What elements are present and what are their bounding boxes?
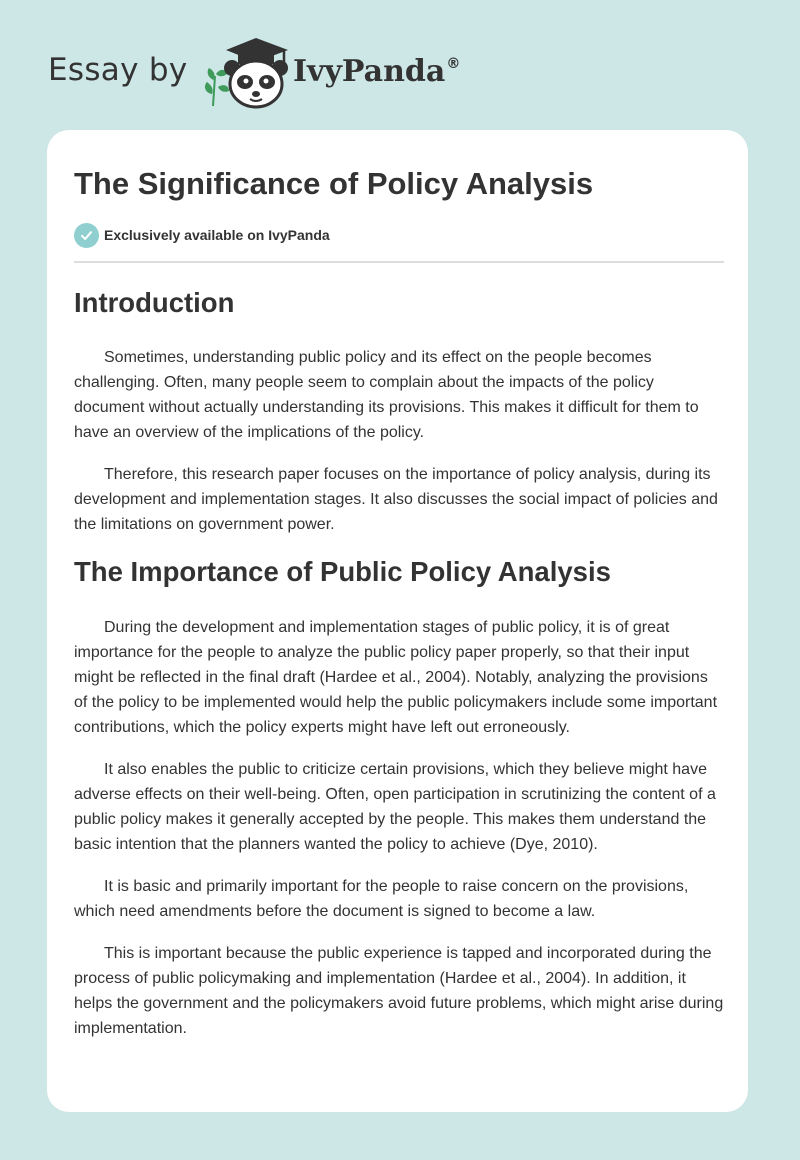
ivypanda-logo-icon[interactable] — [200, 34, 296, 110]
paragraph: Therefore, this research paper focuses on the importance of policy analysis, during its development and implementation stages. It also discusses the social impact of policies and the limitations on government power. — [74, 466, 718, 533]
checkmark-icon — [74, 223, 99, 248]
essay-title: The Significance of Policy Analysis — [74, 166, 594, 201]
section-heading-importance: The Importance of Public Policy Analysis — [74, 556, 611, 587]
paragraph: This is important because the public experience is tapped and incorporated during the process of public policymaking and implementation (Hardee et al., 2004). In addition, it helps the government and the policymakers avoid future problems, which might arise during implementation. — [74, 945, 724, 1037]
paragraph: It also enables the public to criticize certain provisions, which they believe might have adverse effects on their well-being. Often, open participation in scrutinizing the content of a public policy makes it generally accepted by the people. This makes them understand the basic intention that the planners wanted the policy to achieve (Dye, 2010). — [74, 761, 716, 853]
section-heading-introduction: Introduction — [74, 287, 235, 318]
site-header — [48, 30, 508, 110]
paragraph: It is basic and primarily important for the people to raise concern on the provisions, which need amendments before the document is signed to become a law. — [74, 878, 689, 920]
exclusive-badge — [74, 222, 330, 248]
essay-card — [47, 130, 748, 1112]
essay-by-label: Essay by — [48, 52, 188, 88]
registered-mark: ® — [446, 56, 461, 72]
paragraph: Sometimes, understanding public policy and its effect on the people becomes challenging. Often, many people seem to complain about the impacts of the policy document without actually understanding its provisions. This makes it difficult for them to have an overview of the implications of the policy. — [74, 349, 699, 441]
exclusive-badge-label: Exclusively available on IvyPanda — [104, 227, 330, 243]
brand-text: IvyPanda — [293, 54, 446, 89]
brand-name[interactable] — [293, 54, 460, 89]
essay-content — [74, 286, 724, 1041]
title-divider — [74, 261, 724, 263]
paragraph: During the development and implementation stages of public policy, it is of great importance for the people to analyze the public policy paper properly, so that their input might be reflected in the final draft (Hardee et al., 2004). Notably, analyzing the provisions of the policy to be implemented would help the public policymakers include some important contributions, which the policy experts might have left out erroneously. — [74, 619, 718, 736]
